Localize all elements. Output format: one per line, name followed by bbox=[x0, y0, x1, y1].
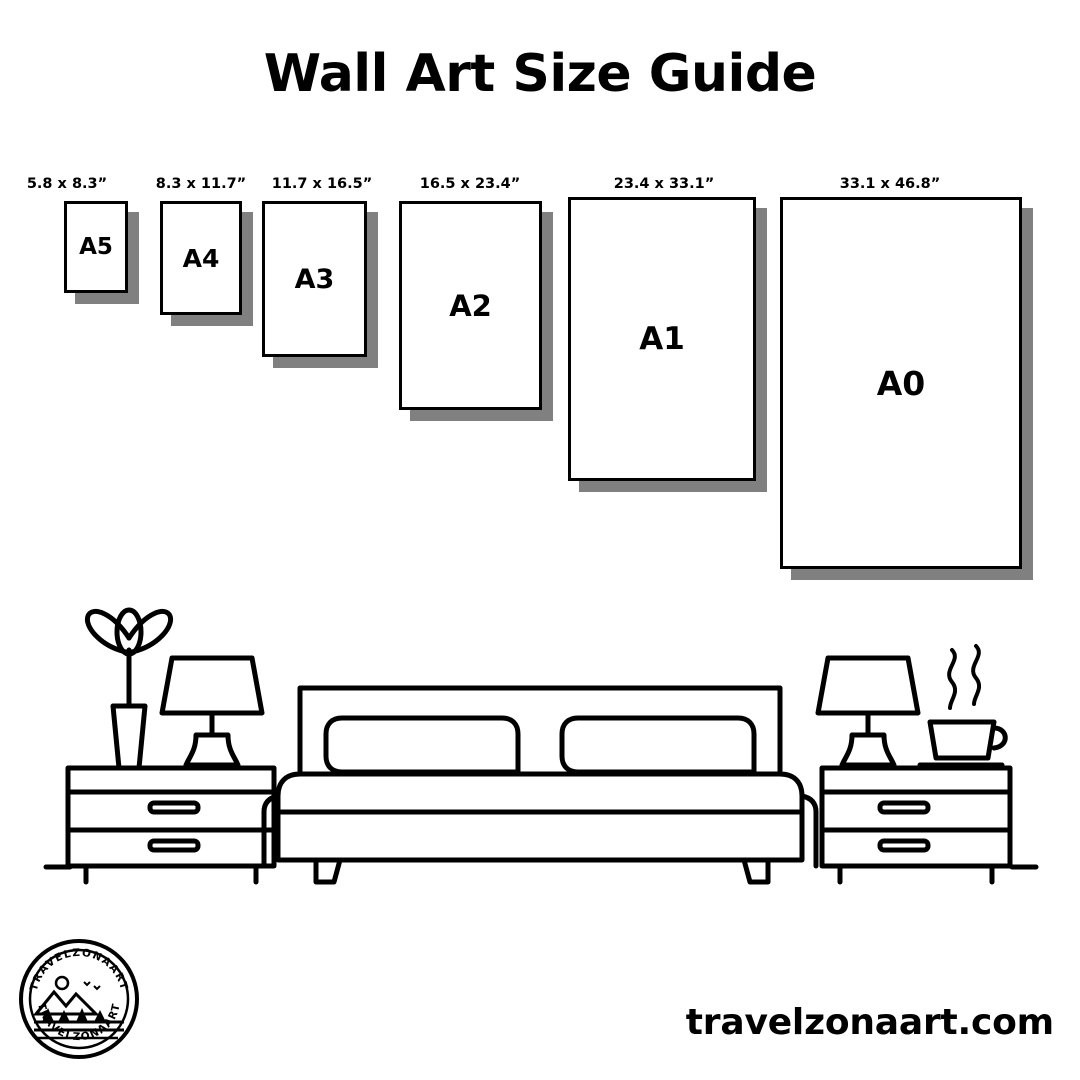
bed-icon bbox=[264, 688, 816, 882]
poster-frame-a2 bbox=[399, 201, 542, 410]
right-table-lamp-icon bbox=[818, 658, 918, 765]
left-nightstand-icon bbox=[68, 768, 274, 882]
coffee-cup-icon bbox=[920, 646, 1005, 765]
poster-label-a5: A5 bbox=[79, 234, 113, 260]
poster-a0[interactable] bbox=[780, 197, 1022, 569]
poster-frame-a3 bbox=[262, 201, 367, 357]
poster-dimension-a2: 16.5 x 23.4” bbox=[419, 176, 521, 192]
poster-a5[interactable] bbox=[64, 201, 128, 293]
logo-text-top: TRAVELZONAART bbox=[27, 946, 131, 993]
poster-a4[interactable] bbox=[160, 201, 242, 315]
poster-dimension-a4: 8.3 x 11.7” bbox=[155, 176, 247, 192]
poster-label-a2: A2 bbox=[449, 288, 492, 323]
poster-dimension-a3: 11.7 x 16.5” bbox=[271, 176, 373, 192]
poster-frame-a0 bbox=[780, 197, 1022, 569]
poster-label-a0: A0 bbox=[876, 363, 926, 403]
poster-dimension-a1: 23.4 x 33.1” bbox=[613, 176, 715, 192]
poster-label-a4: A4 bbox=[182, 243, 220, 273]
poster-a1[interactable] bbox=[568, 197, 756, 481]
poster-frame-a5 bbox=[64, 201, 128, 293]
poster-frame-a4 bbox=[160, 201, 242, 315]
right-nightstand-icon bbox=[822, 768, 1010, 882]
left-table-lamp-icon bbox=[162, 658, 262, 765]
bed-leg-left bbox=[316, 860, 340, 882]
bed-leg-right bbox=[744, 860, 768, 882]
poster-a2[interactable] bbox=[399, 201, 542, 410]
poster-frame-a1 bbox=[568, 197, 756, 481]
potted-plant-icon bbox=[87, 610, 170, 768]
poster-label-a1: A1 bbox=[639, 321, 685, 357]
page-title: Wall Art Size Guide bbox=[263, 44, 817, 104]
poster-label-a3: A3 bbox=[294, 263, 335, 295]
site-url[interactable]: travelzonaart.com bbox=[685, 1002, 1054, 1043]
poster-dimension-a5: 5.8 x 8.3” bbox=[26, 176, 108, 192]
pillow-left bbox=[326, 718, 518, 772]
logo-text-bottom: TRAVELZONAART bbox=[35, 1001, 123, 1044]
poster-dimension-a0: 33.1 x 46.8” bbox=[839, 176, 941, 192]
brand-logo[interactable] bbox=[18, 938, 140, 1060]
poster-a3[interactable] bbox=[262, 201, 367, 357]
pillow-right bbox=[562, 718, 754, 772]
bedroom-scene-illustration bbox=[0, 560, 1080, 920]
